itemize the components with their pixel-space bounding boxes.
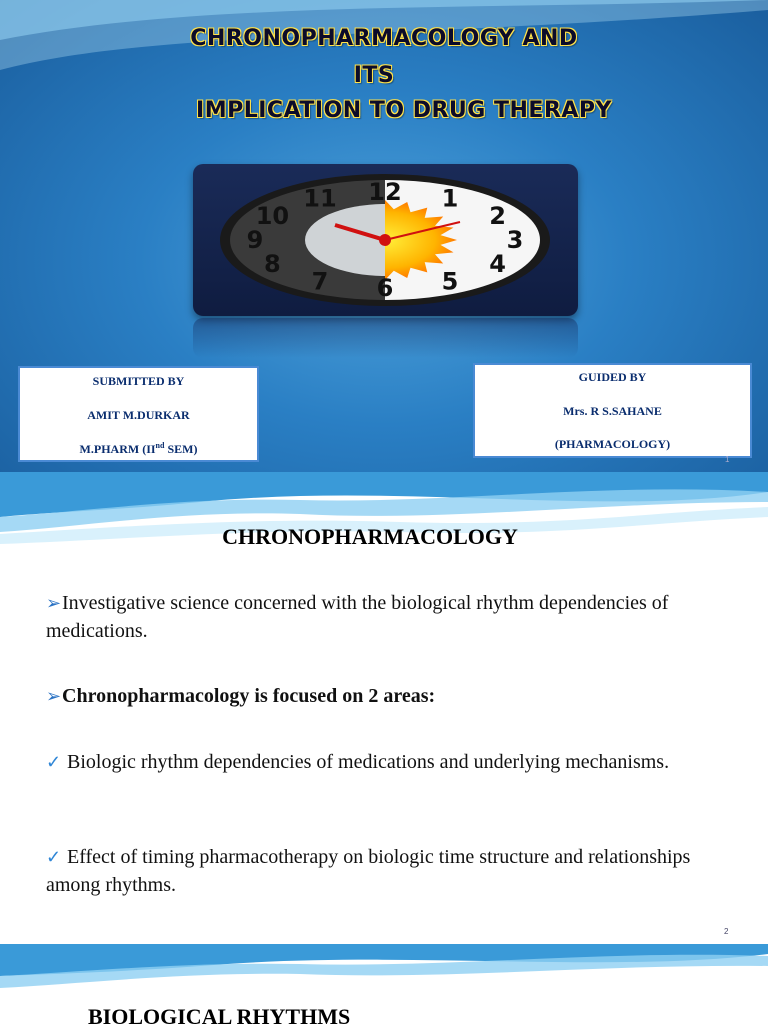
- clock-number: 10: [255, 202, 290, 230]
- clock-number: 4: [489, 250, 506, 278]
- submitted-heading: SUBMITTED BY: [92, 374, 185, 388]
- guided-by-box: [473, 363, 752, 458]
- title-slide: [0, 0, 768, 472]
- submitted-by-box: [18, 366, 259, 462]
- clock-icon: [215, 170, 555, 310]
- check-item-1: ✓ Biologic rhythm dependencies of medications and underlying mechanisms.: [46, 748, 726, 776]
- guided-name: Mrs. R S.SAHANE: [563, 404, 662, 418]
- clock-number: 8: [264, 250, 281, 278]
- bullet-2: ➢Chronopharmacology is focused on 2 areas:: [46, 682, 726, 710]
- arrow-bullet-icon: ➢: [46, 686, 62, 706]
- check-item-2: ✓ Effect of timing pharmacotherapy on biologic time structure and relationships among rhythms.: [46, 843, 726, 899]
- title-line-2: ITS: [353, 63, 395, 88]
- guided-heading: GUIDED BY: [578, 370, 647, 384]
- clock-number: 11: [303, 184, 337, 213]
- clock-reflection: [193, 318, 578, 358]
- clock-number: 2: [489, 202, 506, 230]
- slide-title: CHRONOPHARMACOLOGY: [222, 524, 518, 549]
- submitted-name: AMIT M.DURKAR: [87, 408, 190, 422]
- arrow-bullet-icon: ➢: [46, 593, 62, 613]
- clock-number: 3: [506, 226, 524, 254]
- title-line-3: IMPLICATION TO DRUG THERAPY: [196, 98, 612, 123]
- checkmark-icon: ✓: [46, 752, 62, 772]
- clock-number: 9: [246, 226, 264, 254]
- title-line-1: CHRONOPHARMACOLOGY AND: [190, 26, 578, 51]
- clock-number: 12: [368, 178, 402, 206]
- bullet-1: ➢Investigative science concerned with the biological rhythm dependencies of medications.: [46, 589, 726, 645]
- submitted-course: M.PHARM (IInd SEM): [79, 441, 198, 456]
- header-waves: [0, 944, 768, 994]
- clock-number: 7: [311, 267, 329, 296]
- clock-number: 1: [441, 184, 459, 213]
- content-slide: [0, 472, 768, 944]
- clock-number: 6: [376, 274, 394, 302]
- clock-number: 5: [441, 267, 459, 296]
- guided-dept: (PHARMACOLOGY): [554, 437, 671, 451]
- page-number: 1: [725, 455, 730, 464]
- checkmark-icon: ✓: [46, 847, 62, 867]
- page-number: 2: [724, 927, 729, 936]
- slide-title: BIOLOGICAL RHYTHMS: [88, 1004, 351, 1024]
- partial-slide: [0, 944, 768, 1024]
